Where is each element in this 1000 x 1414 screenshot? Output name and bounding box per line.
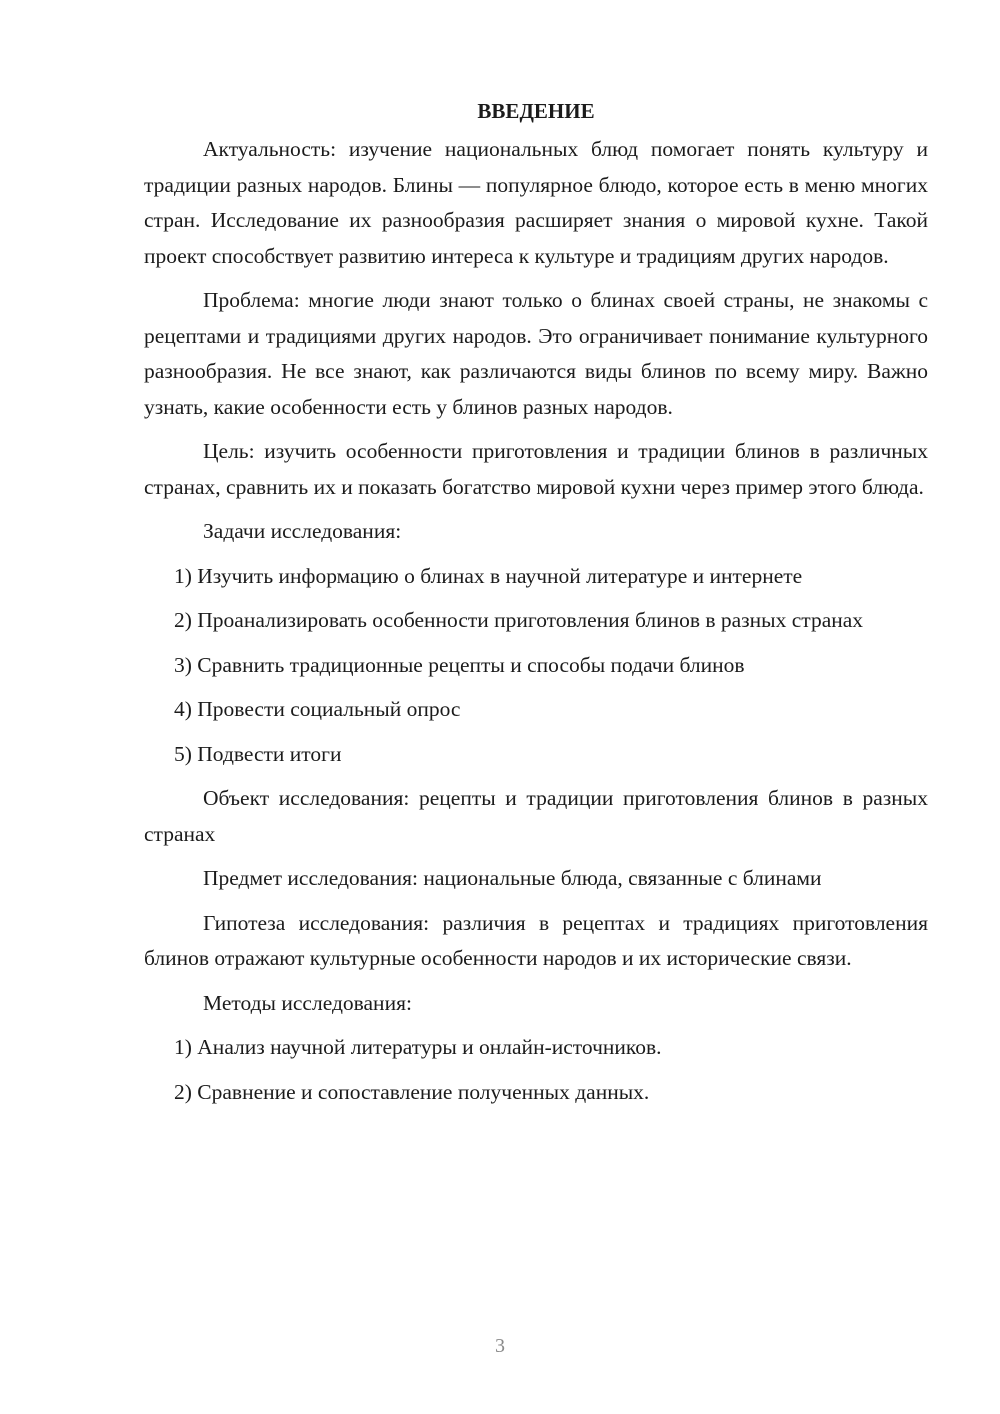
- document-page: [144, 92, 928, 1119]
- task-item: 4) Провести социальный опрос: [174, 697, 461, 721]
- page-number: 3: [495, 1335, 505, 1357]
- method-item: 1) Анализ научной литературы и онлайн-источников.: [174, 1035, 662, 1059]
- section-title: ВВЕДЕНИЕ: [477, 99, 595, 123]
- goal-paragraph: Цель: изучить особенности приготовления и традиции блинов в различных странах, сравнить их и показать богатство мировой кухни через пример этого блюда.: [144, 439, 928, 499]
- hypothesis-paragraph: Гипотеза исследования: различия в рецептах и традициях приготовления блинов отражают культурные особенности народов и их исторические связи.: [144, 910, 928, 970]
- methods-heading: Методы исследования:: [203, 990, 412, 1015]
- subject-paragraph: Предмет исследования: национальные блюда, связанные с блинами: [203, 866, 822, 890]
- tasks-heading: Задачи исследования:: [203, 519, 402, 543]
- task-item: 1) Изучить информацию о блинах в научной литературе и интернете: [174, 563, 803, 588]
- problem-paragraph: Проблема: многие люди знают только о блинах своей страны, не знакомы с рецептами и традициями других народов. Это ограничивает понимание культурного разнообразия. Не все знают, как различаются виды блинов по всему миру. Важно узнать, какие особенности есть у блинов разных народов.: [144, 288, 928, 419]
- task-item: 2) Проанализировать особенности приготовления блинов в разных странах: [174, 608, 864, 632]
- relevance-paragraph: Актуальность: изучение национальных блюд помогает понять культуру и традиции разных народов. Блины — популярное блюдо, которое есть в меню многих стран. Исследование их разнообразия расширяет знания о мировой кухне. Такой проект способствует развитию интереса к культуре и традициям других народов.: [144, 137, 928, 268]
- object-paragraph: Объект исследования: рецепты и традиции приготовления блинов в разных странах: [144, 786, 928, 846]
- task-item: 5) Подвести итоги: [174, 741, 342, 766]
- method-item: 2) Сравнение и сопоставление полученных данных.: [174, 1079, 650, 1104]
- task-item: 3) Сравнить традиционные рецепты и способы подачи блинов: [174, 652, 745, 677]
